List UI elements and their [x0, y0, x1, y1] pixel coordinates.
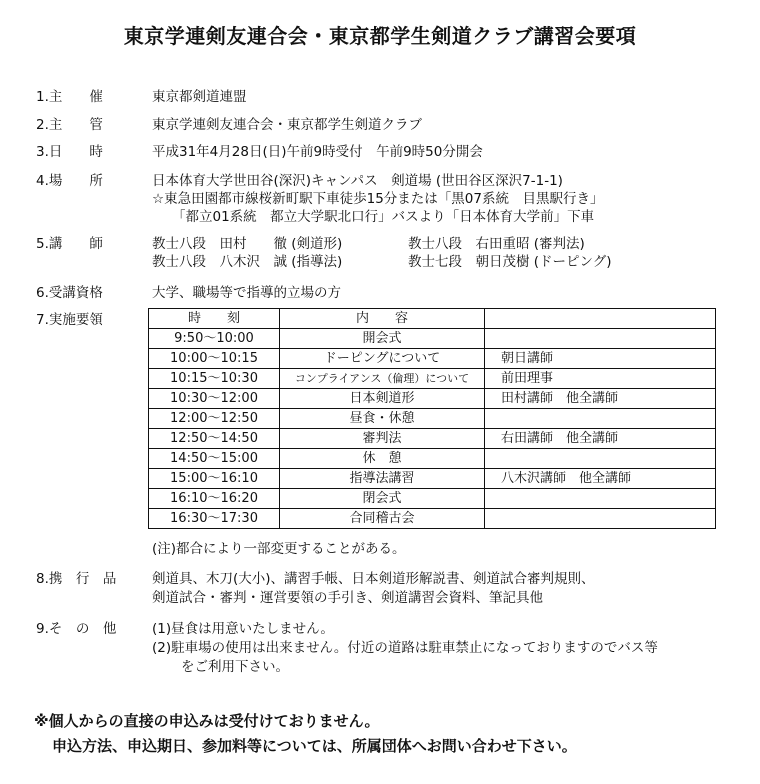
lecturer-entry: 教士七段 朝日茂樹 (ドーピング)	[408, 254, 612, 270]
lecturer-entry: 教士八段 右田重昭 (審判法)	[408, 236, 585, 252]
section-label: 8.携 行 品	[36, 571, 117, 587]
lecturer-cell: 前田理事	[485, 369, 716, 389]
lecturer-cell	[485, 449, 716, 469]
section-label: 9.そ の 他	[36, 621, 117, 637]
column-header	[485, 309, 716, 329]
table-row	[149, 469, 716, 489]
section-value: (2)駐車場の使用は出来ません。付近の道路は駐車禁止になっておりますのでバス等	[152, 640, 658, 656]
content-cell: ドーピングについて	[280, 349, 485, 369]
table-row	[149, 389, 716, 409]
section-label: 2.主 管	[36, 117, 103, 133]
table-row	[149, 349, 716, 369]
schedule-note: (注)都合により一部変更することがある。	[152, 541, 406, 557]
lecturer-cell: 田村講師 他全講師	[485, 389, 716, 409]
section-value: をご利用下さい。	[181, 659, 289, 675]
time-cell: 15:00～16:10	[149, 469, 280, 489]
lecturer-cell: 八木沢講師 他全講師	[485, 469, 716, 489]
table-header-row	[149, 309, 716, 329]
time-cell: 16:10～16:20	[149, 489, 280, 509]
content-cell: 日本剣道形	[280, 389, 485, 409]
section-label: 6.受講資格	[36, 285, 103, 301]
section-label: 3.日 時	[36, 144, 103, 160]
section-value: 剣道具、木刀(大小)、講習手帳、日本剣道形解説書、剣道試合審判規則、	[152, 571, 595, 587]
lecturer-cell	[485, 329, 716, 349]
time-cell: 10:00～10:15	[149, 349, 280, 369]
section-label: 4.場 所	[36, 173, 103, 189]
content-cell: 審判法	[280, 429, 485, 449]
table-row	[149, 409, 716, 429]
lecturer-entry: 教士八段 田村 徹 (剣道形)	[152, 236, 343, 252]
section-value: 大学、職場等で指導的立場の方	[152, 285, 341, 301]
section-label: 5.講 師	[36, 236, 103, 252]
section-value: 剣道試合・審判・運営要領の手引き、剣道講習会資料、筆記具他	[152, 590, 543, 606]
section-label: 7.実施要領	[36, 312, 103, 328]
section-value: 東京都剣道連盟	[152, 89, 247, 105]
section-value: (1)昼食は用意いたしません。	[152, 621, 334, 637]
column-header: 内 容	[280, 309, 485, 329]
lecturer-cell	[485, 489, 716, 509]
content-cell: 合同稽古会	[280, 509, 485, 529]
time-cell: 14:50～15:00	[149, 449, 280, 469]
content-cell: 指導法講習	[280, 469, 485, 489]
schedule-table	[148, 308, 716, 529]
table-row	[149, 449, 716, 469]
column-header: 時 刻	[149, 309, 280, 329]
lecturer-entry: 教士八段 八木沢 誠 (指導法)	[152, 254, 343, 270]
content-cell: コンプライアンス（倫理）について	[280, 369, 485, 389]
time-cell: 10:15～10:30	[149, 369, 280, 389]
content-cell: 昼食・休憩	[280, 409, 485, 429]
content-cell: 休 憩	[280, 449, 485, 469]
lecturer-cell	[485, 409, 716, 429]
section-value: 東京学連剣友連合会・東京都学生剣道クラブ	[152, 117, 422, 133]
table-row	[149, 329, 716, 349]
time-cell: 9:50～10:00	[149, 329, 280, 349]
content-cell: 閉会式	[280, 489, 485, 509]
content-cell: 開会式	[280, 329, 485, 349]
time-cell: 16:30～17:30	[149, 509, 280, 529]
section-value: 日本体育大学世田谷(深沢)キャンパス 剣道場 (世田谷区深沢7-1-1)	[152, 173, 563, 189]
time-cell: 12:50～14:50	[149, 429, 280, 449]
section-value: ☆東急田園都市線桜新町駅下車徒歩15分または「黒07系統 目黒駅行き」	[152, 191, 604, 207]
table-row	[149, 369, 716, 389]
document-title: 東京学連剣友連合会・東京都学生剣道クラブ講習会要項	[123, 24, 637, 48]
lecturer-cell: 朝日講師	[485, 349, 716, 369]
table-row	[149, 489, 716, 509]
time-cell: 12:00～12:50	[149, 409, 280, 429]
table-row	[149, 429, 716, 449]
time-cell: 10:30～12:00	[149, 389, 280, 409]
section-value: 「都立01系統 都立大学駅北口行」バスより「日本体育大学前」下車	[172, 209, 595, 225]
lecturer-cell: 右田講師 他全講師	[485, 429, 716, 449]
lecturer-cell	[485, 509, 716, 529]
footer-note: ※個人からの直接の申込みは受付けておりません。	[34, 712, 380, 730]
footer-note: 申込方法、申込期日、参加料等については、所属団体へお問い合わせ下さい。	[52, 737, 577, 755]
section-label: 1.主 催	[36, 89, 103, 105]
table-row	[149, 509, 716, 529]
section-value: 平成31年4月28日(日)午前9時受付 午前9時50分開会	[152, 144, 483, 160]
